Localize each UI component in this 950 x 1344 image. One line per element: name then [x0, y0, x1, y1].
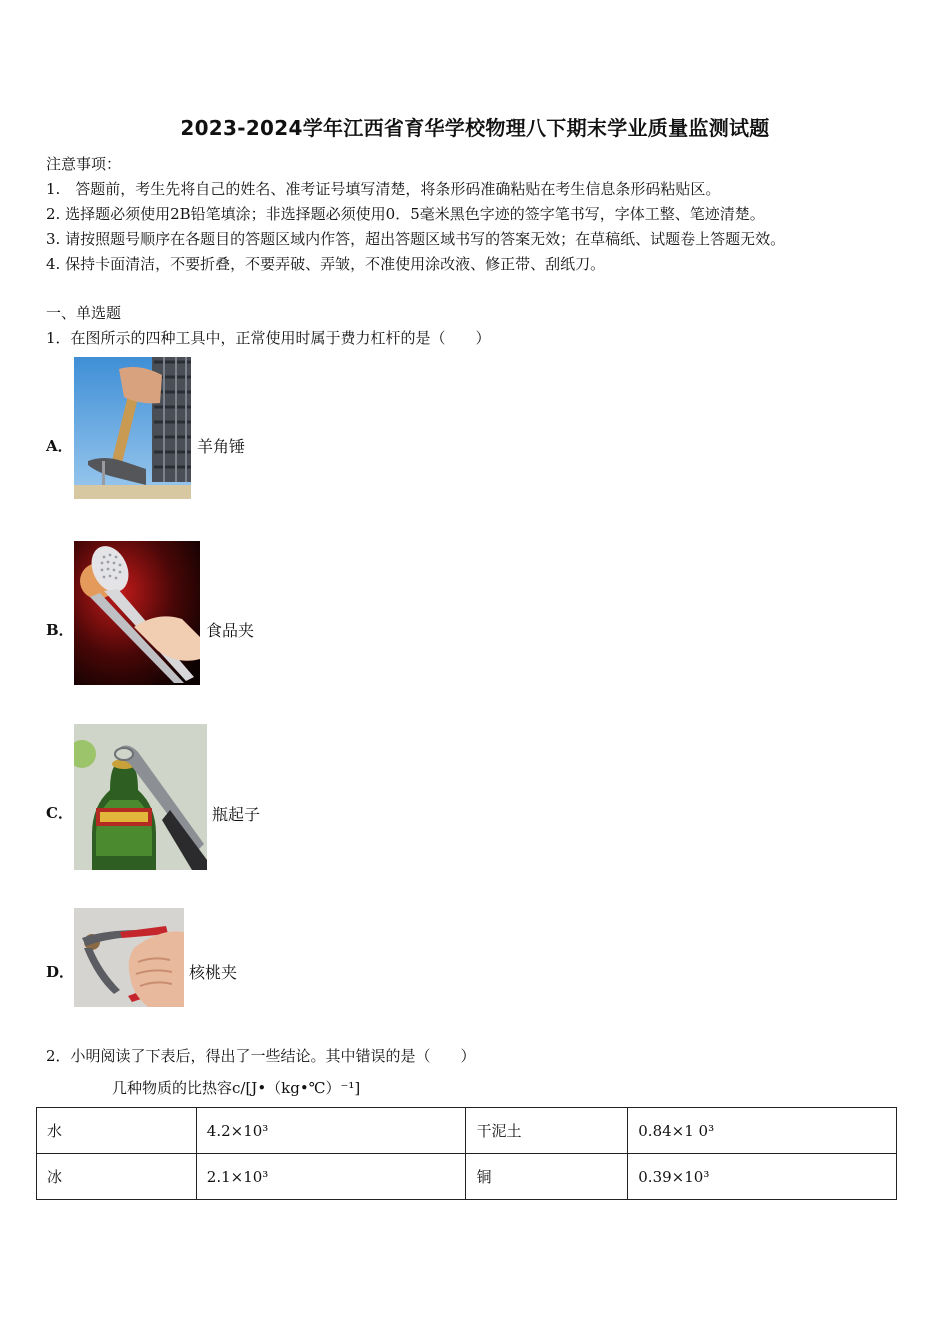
- food-tongs-photo: [74, 541, 200, 685]
- table-cell: 水: [37, 1108, 197, 1154]
- section-heading: 一、单选题: [46, 304, 122, 322]
- notice-item-4: 4. 保持卡面清洁，不要折叠，不要弄破、弄皱，不准使用涂改液、修正带、刮纸刀。: [46, 255, 606, 273]
- notice-item-2: 2. 选择题必须使用2B铅笔填涂；非选择题必须使用0．5毫米黑色字迹的签字笔书写，字体工整、笔迹清楚。: [46, 205, 765, 223]
- table-cell: 0.84×1 0³: [628, 1108, 897, 1154]
- page-title: 2023-2024学年江西省育华学校物理八下期末学业质量监测试题: [180, 116, 770, 140]
- notice-heading: 注意事项：: [46, 155, 122, 173]
- nutcracker-photo: [74, 908, 184, 1007]
- option-c-label: 瓶起子: [212, 805, 261, 824]
- option-a-letter: A．: [46, 437, 73, 455]
- question-1-stem: 1．在图所示的四种工具中，正常使用时属于费力杠杆的是（ ）: [46, 329, 491, 347]
- table-cell: 冰: [37, 1154, 197, 1200]
- table-cell: 铜: [466, 1154, 628, 1200]
- option-d-letter: D．: [46, 963, 75, 981]
- table-cell: 2.1×10³: [196, 1154, 466, 1200]
- claw-hammer-photo: [74, 357, 191, 499]
- notice-item-1: 1. 答题前，考生先将自己的姓名、准考证号填写清楚，将条形码准确粘贴在考生信息条形码粘贴区。: [46, 180, 721, 198]
- option-b-letter: B．: [46, 621, 74, 639]
- table-row: [37, 1108, 897, 1154]
- table-cell: 干泥土: [466, 1108, 628, 1154]
- table-row: [37, 1154, 897, 1200]
- option-a-label: 羊角锤: [197, 437, 246, 456]
- table-cell: 4.2×10³: [196, 1108, 466, 1154]
- table-cell: 0.39×10³: [628, 1154, 897, 1200]
- specific-heat-table: [36, 1107, 897, 1200]
- bottle-opener-photo: [74, 724, 207, 870]
- option-d-label: 核桃夹: [189, 963, 238, 982]
- table-caption: 几种物质的比热容c/[J•（kg•℃）⁻¹]: [112, 1079, 361, 1097]
- question-2-stem: 2．小明阅读了下表后，得出了一些结论。其中错误的是（ ）: [46, 1047, 476, 1065]
- option-b-label: 食品夹: [206, 621, 255, 640]
- option-c-letter: C．: [46, 804, 73, 822]
- notice-item-3: 3. 请按照题号顺序在各题目的答题区域内作答，超出答题区域书写的答案无效；在草稿纸、试题卷上答题无效。: [46, 230, 786, 248]
